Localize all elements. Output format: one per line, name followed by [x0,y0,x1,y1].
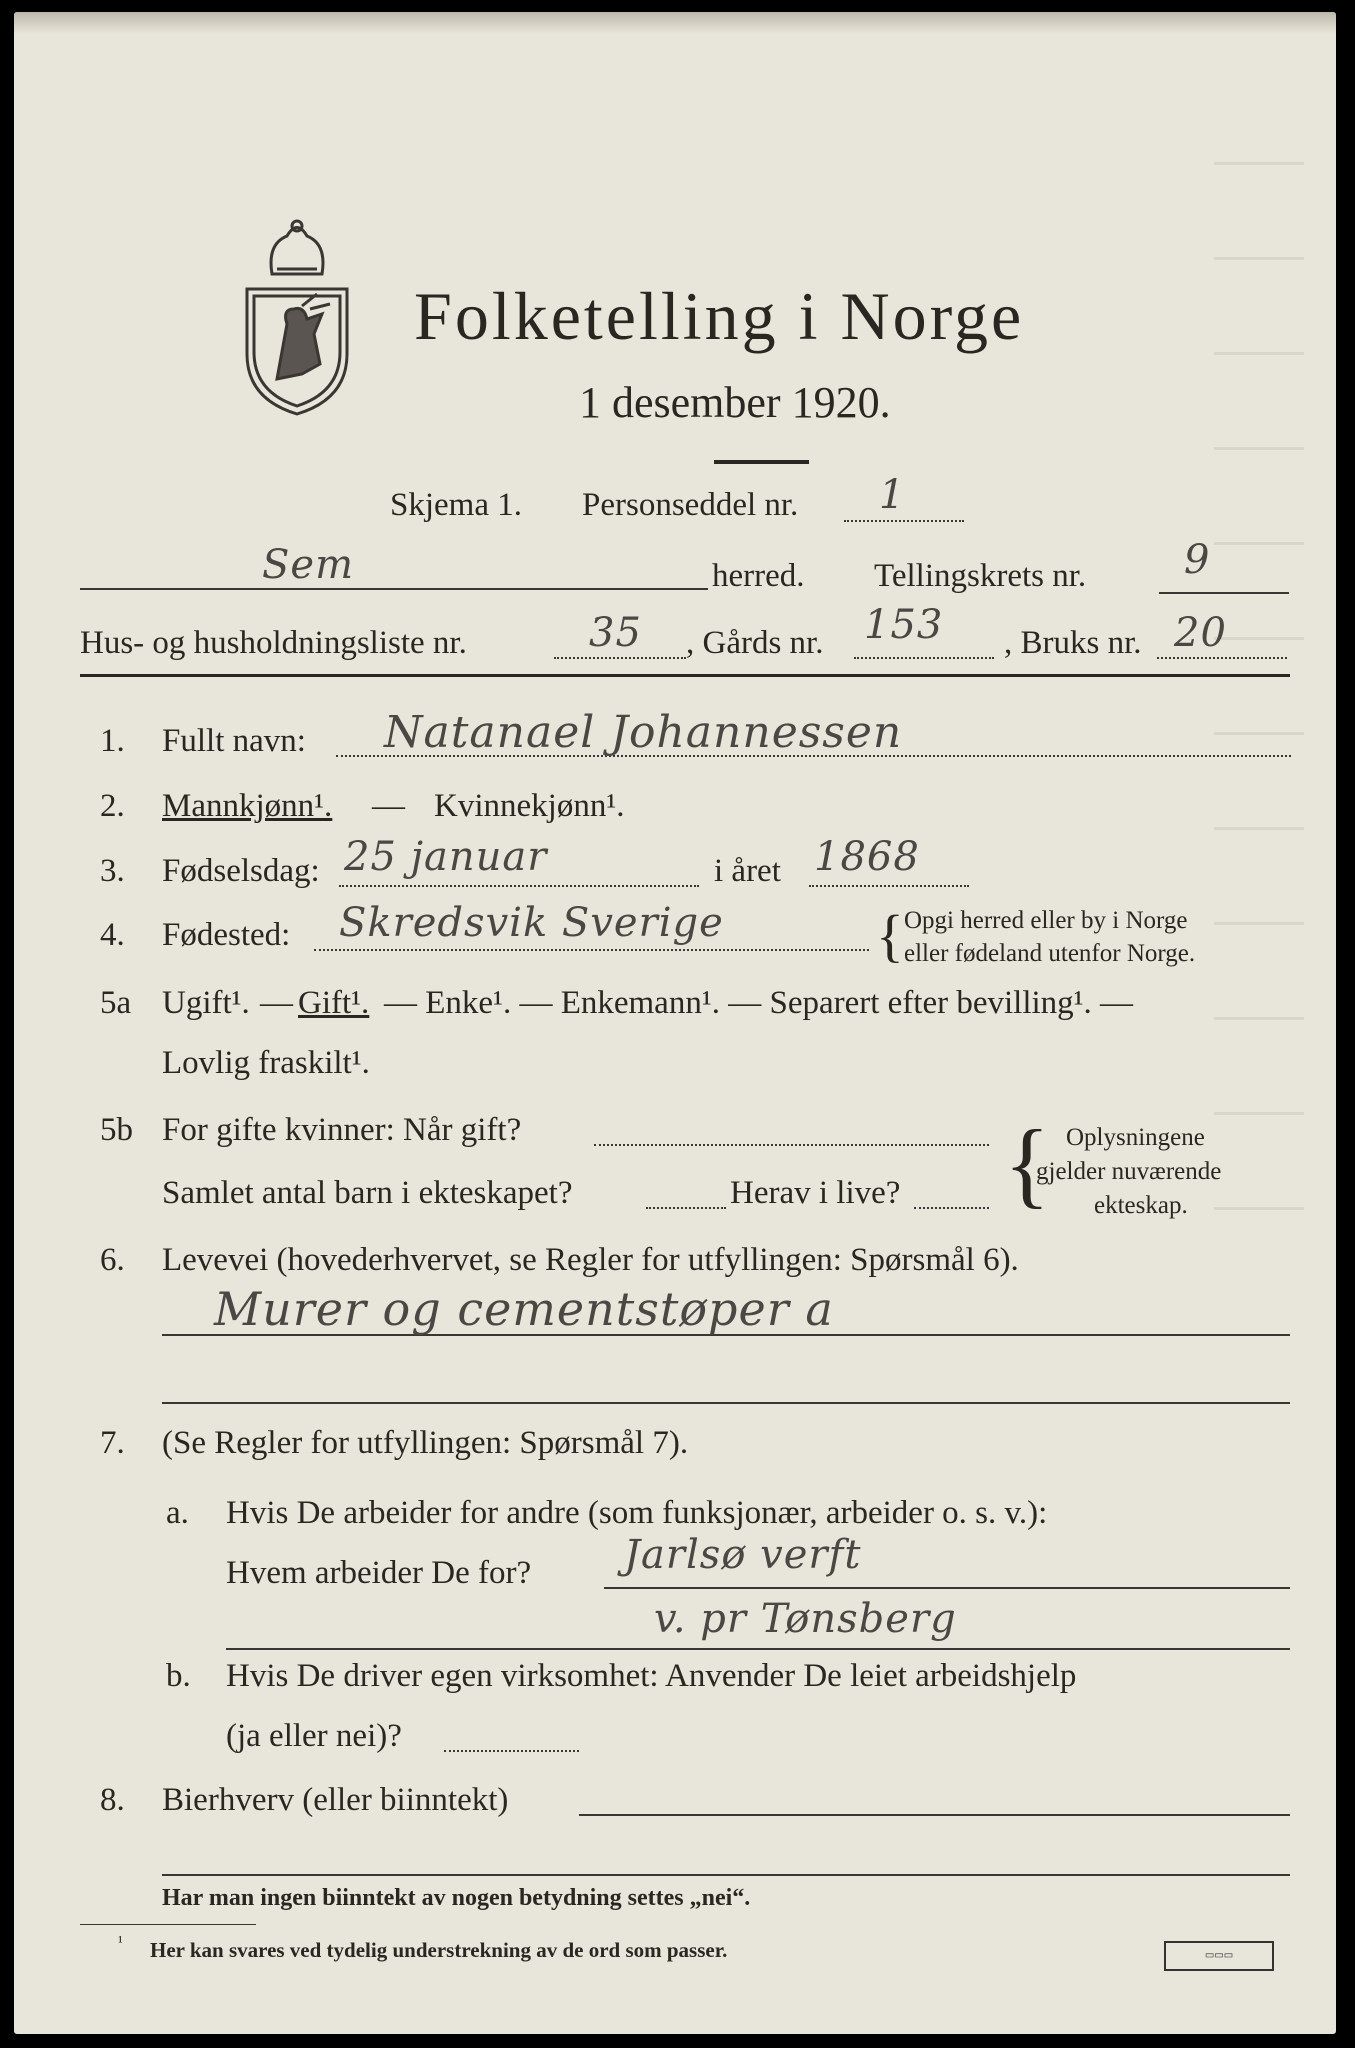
paper-edge-stain [14,12,1336,34]
q5b-barn-line [646,1207,726,1209]
husliste-line [554,657,686,659]
q7a-letter: a. [166,1495,189,1531]
q5b-gift-line [594,1144,989,1146]
q7b-letter: b. [166,1658,191,1694]
q7a-question: Hvem arbeider De for? [226,1555,532,1591]
herred-value: Sem [262,542,355,588]
printer-stamp-icon: ▭▭▭ [1164,1941,1274,1971]
q5b-note-1: Oplysningene [1066,1124,1205,1151]
footnote-mark: ¹ [118,1934,123,1951]
q3-value: 25 januar [344,834,548,880]
q4-brace: { [876,903,904,968]
husliste-value: 35 [589,610,642,656]
q3-number: 3. [100,853,125,889]
q5b-line2a: Samlet antal barn i ekteskapet? [162,1175,573,1211]
q8-number: 8. [100,1782,125,1818]
q1-number: 1. [100,723,125,759]
q7b-question: (ja eller nei)? [226,1718,402,1754]
q5b-note-2: gjelder nuværende [1036,1158,1222,1185]
q3-day-line [339,885,699,887]
norway-coat-of-arms-icon [232,214,362,419]
q4-value: Skredsvik Sverige [339,900,724,946]
tellingskrets-line [1159,592,1289,594]
gards-value: 153 [864,602,944,648]
census-form-page [14,12,1336,2034]
q5a-rest: — Enke¹. — Enkemann¹. — Separert efter bevilling¹. — [384,985,1134,1021]
q5b-note-3: ekteskap. [1094,1192,1188,1219]
q4-number: 4. [100,917,125,953]
q5b-live-line [914,1207,989,1209]
bruks-line [1157,657,1287,659]
header-rule [80,674,1290,677]
q7b-text: Hvis De driver egen virksomhet: Anvender De leiet arbeidshjelp [226,1658,1077,1694]
gards-line [854,657,994,659]
footnote-rule [80,1924,256,1925]
q2-number: 2. [100,788,125,824]
census-date: 1 desember 1920. [579,378,891,427]
bleed-through-text [1214,162,1304,1262]
personseddel-label: Personseddel nr. [582,487,799,523]
bruks-label: , Bruks nr. [1004,625,1142,661]
q1-value: Natanael Johannessen [384,707,903,758]
q5a-line2: Lovlig fraskilt¹. [162,1045,370,1081]
q6-line-2 [162,1402,1290,1404]
q5a-number: 5a [100,985,132,1021]
q8-label: Bierhverv (eller biinntekt) [162,1782,509,1818]
q2-separator: — [372,788,405,824]
q8-line-2 [162,1874,1290,1876]
q7-number: 7. [100,1425,125,1461]
q7b-line [444,1750,579,1752]
q1-label: Fullt navn: [162,723,306,759]
gards-label: , Gårds nr. [686,625,824,661]
q5b-number: 5b [100,1112,133,1148]
q7a-value-1: Jarlsø verft [624,1532,862,1578]
q3-label: Fødselsdag: [162,853,320,889]
personseddel-value: 1 [879,472,906,518]
tellingskrets-value: 9 [1184,537,1211,583]
q7-label: (Se Regler for utfyllingen: Spørsmål 7). [162,1425,689,1461]
personseddel-line [844,520,964,522]
q7a-line-2 [226,1648,1290,1650]
q4-note-1: Opgi herred eller by i Norge [904,907,1188,934]
tellingskrets-label: Tellingskrets nr. [874,558,1087,594]
bruks-value: 20 [1174,610,1227,656]
husliste-label: Hus- og husholdningsliste nr. [80,625,467,661]
q6-value: Murer og cementstøper a [214,1282,834,1336]
q2-kvinne: Kvinnekjønn¹. [434,788,625,824]
herred-label: herred. [712,558,805,594]
q4-line [314,949,869,951]
q4-note-2: eller fødeland utenfor Norge. [904,940,1196,967]
q7a-line-1 [604,1587,1290,1589]
q5b-line2b: Herav i live? [730,1175,901,1211]
q5b-brace: { [1004,1110,1051,1217]
q8-line-1 [579,1814,1290,1816]
q2-mann: Mannkjønn¹. [162,788,333,824]
q7a-text: Hvis De arbeider for andre (som funksjonær, arbeider o. s. v.): [226,1495,1048,1531]
footer-note: Har man ingen biinntekt av nogen betydning settes „nei“. [162,1885,751,1911]
q7a-value-2: v. pr Tønsberg [654,1596,957,1642]
skjema-label: Skjema 1. [390,487,522,523]
q6-number: 6. [100,1242,125,1278]
q3-year-label: i året [714,853,781,889]
title-divider [714,460,809,464]
q4-label: Fødested: [162,917,291,953]
q6-label: Levevei (hovederhvervet, se Regler for utfyllingen: Spørsmål 6). [162,1242,1019,1278]
form-title: Folketelling i Norge [414,278,1025,354]
herred-line [80,588,708,590]
q3-year-line [809,885,969,887]
q3-year-value: 1868 [814,834,920,880]
q5a-gift: Gift¹. [298,985,370,1021]
footnote-text: Her kan svares ved tydelig understrekning av de ord som passer. [150,1938,728,1962]
q5a-dash: — [260,985,293,1021]
q5a-ugift: Ugift¹. [162,985,250,1021]
q5b-line1: For gifte kvinner: Når gift? [162,1112,522,1148]
